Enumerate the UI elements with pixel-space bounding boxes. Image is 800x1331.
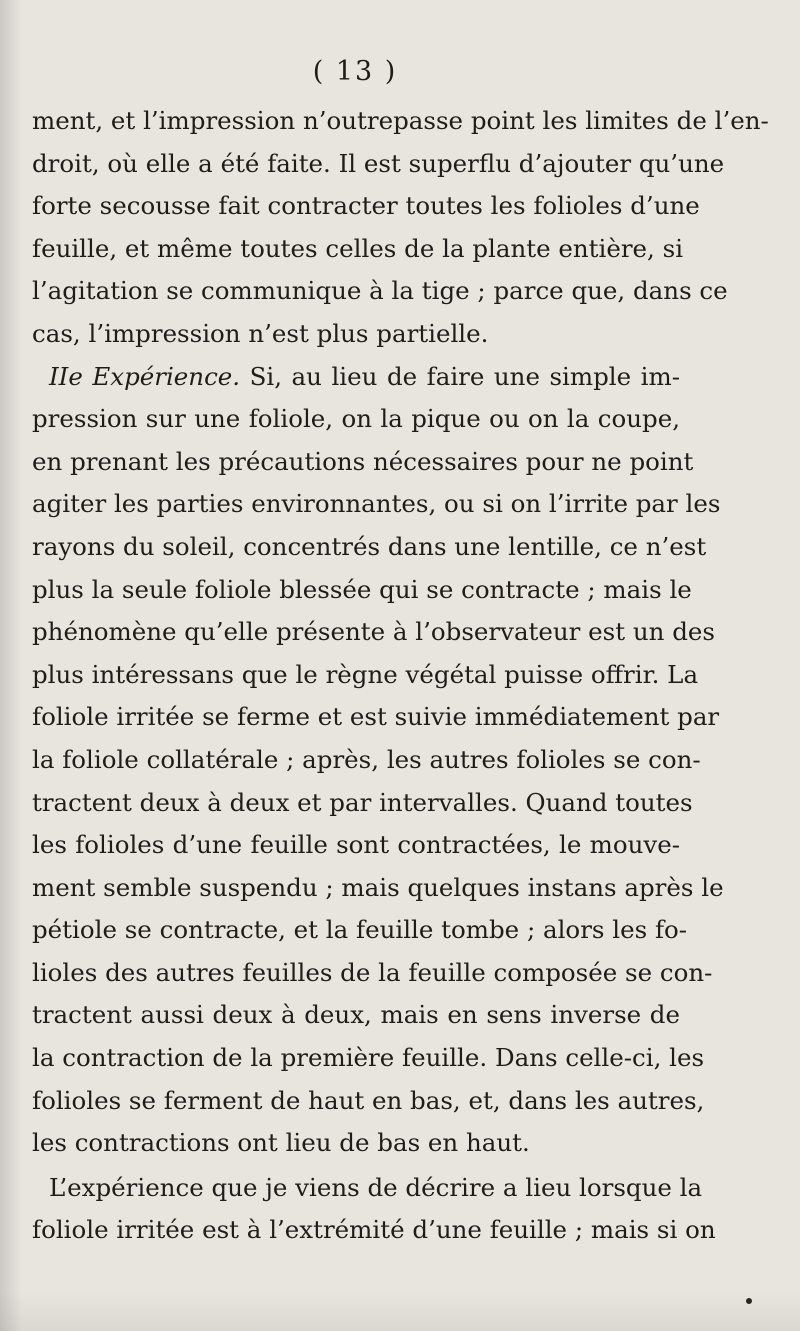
text-line: la contraction de la première feuille. Dans celle-ci, les: [32, 1043, 705, 1073]
text-line: lioles des autres feuilles de la feuille composée se con-: [32, 957, 713, 987]
text-line: forte secousse fait contracter toutes les folioles d’une: [32, 191, 700, 221]
experience-title: IIe Expérience.: [49, 361, 241, 391]
experience-text: Si, au lieu de faire une simple im-: [240, 361, 680, 391]
text-line: folioles se ferment de haut en bas, et, dans les autres,: [32, 1085, 705, 1115]
text-line: foliole irritée se ferme et est suivie immédiatement par: [32, 702, 720, 732]
text-line: ment semble suspendu ; mais quelques instans après le: [32, 872, 724, 902]
text-line: feuille, et même toutes celles de la plante entière, si: [32, 233, 684, 263]
text-line: les folioles d’une feuille sont contractées, le mouve-: [32, 830, 680, 860]
text-line: rayons du soleil, concentrés dans une lentille, ce n’est: [32, 531, 707, 561]
text-line: droit, où elle a été faite. Il est superflu d’ajouter qu’une: [32, 148, 725, 178]
text-line: plus la seule foliole blessée qui se contracte ; mais le: [32, 574, 692, 604]
text-line: tractent aussi deux à deux, mais en sens inverse de: [32, 1000, 680, 1030]
text-line: la foliole collatérale ; après, les autres folioles se con-: [32, 744, 701, 774]
text-line: tractent deux à deux et par intervalles. Quand toutes: [32, 787, 693, 817]
text-line: l’agitation se communique à la tige ; parce que, dans ce: [32, 276, 728, 306]
text-line: foliole irritée est à l’extrémité d’une feuille ; mais si on: [32, 1215, 716, 1245]
text-line: ment, et l’impression n’outrepasse point les limites de l’en-: [32, 106, 769, 135]
experience-first-line: [32, 356, 680, 399]
ink-speck: [746, 1298, 752, 1304]
text-line: pression sur une foliole, on la pique ou on la coupe,: [32, 404, 680, 434]
page-number: ( 13 ): [312, 56, 398, 87]
text-line: en prenant les précautions nécessaires pour ne point: [32, 446, 694, 476]
text-line: phénomène qu’elle présente à l’observateur est un des: [32, 617, 715, 647]
text-line: pétiole se contracte, et la feuille tombe ; alors les fo-: [32, 915, 688, 945]
text-line: agiter les parties environnantes, ou si on l’irrite par les: [32, 489, 721, 519]
text-line: les contractions ont lieu de bas en haut.: [32, 1128, 530, 1158]
text-line: cas, l’impression n’est plus partielle.: [32, 318, 489, 348]
text-line: L’expérience que je viens de décrire a lieu lorsque la: [49, 1172, 703, 1202]
text-line: plus intéressans que le règne végétal puisse offrir. La: [32, 659, 699, 689]
body-text: [32, 100, 769, 1252]
